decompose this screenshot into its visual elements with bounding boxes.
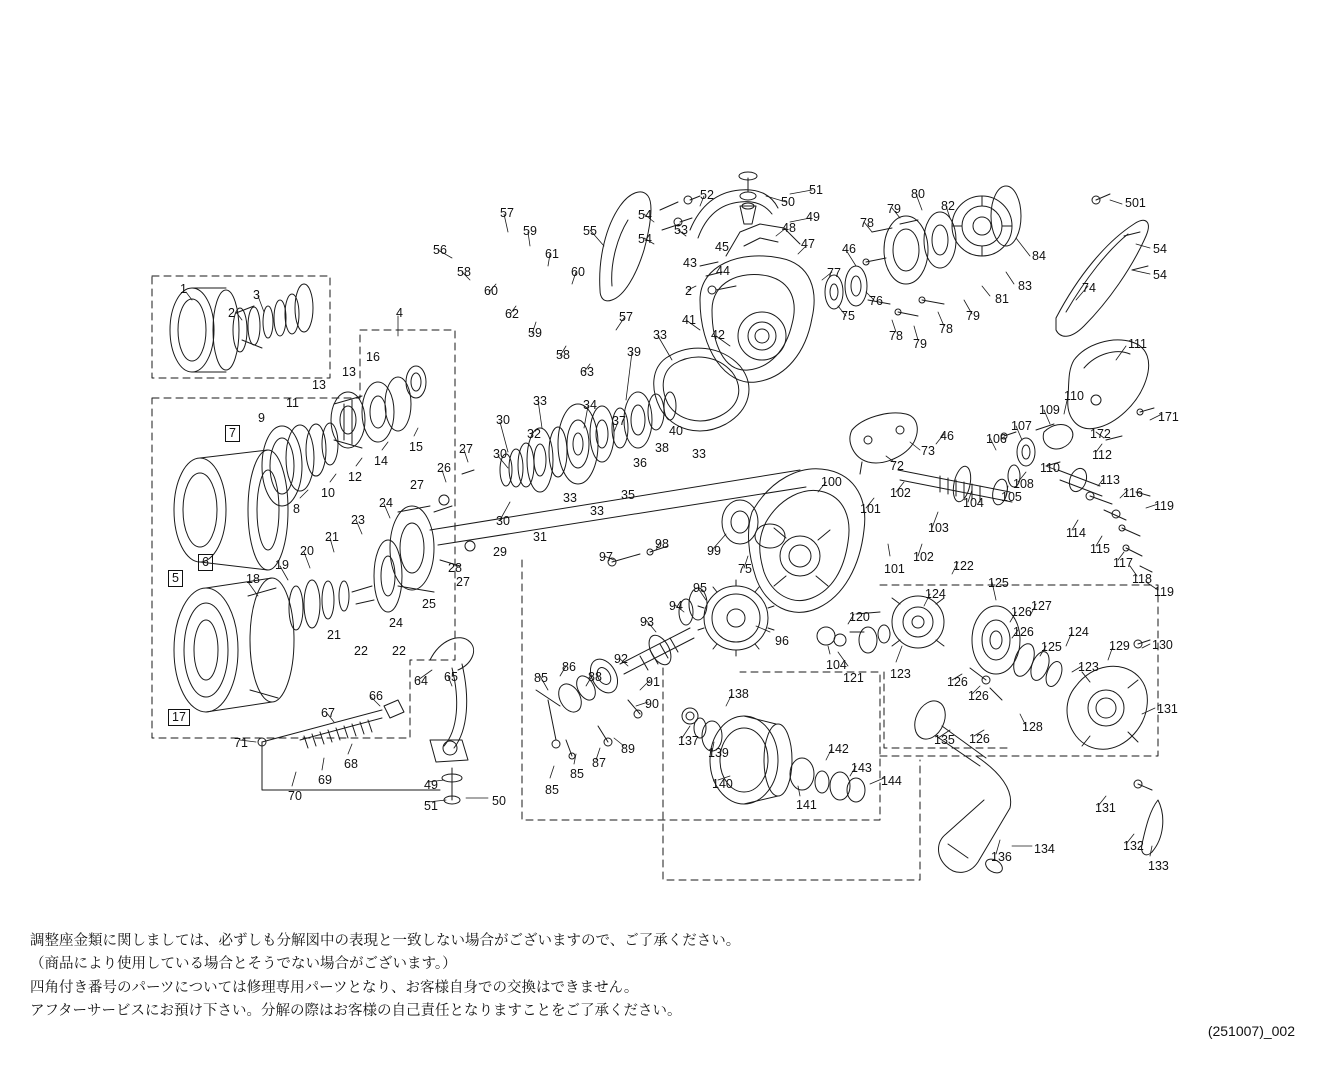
part-number-callout: 62: [505, 307, 519, 321]
part-number-callout: 38: [655, 441, 669, 455]
part-number-callout: 119: [1154, 585, 1174, 599]
part-number-callout: 42: [711, 328, 725, 342]
part-number-callout: 73: [921, 444, 935, 458]
part-number-callout: 61: [545, 247, 559, 261]
part-number-callout: 14: [374, 454, 388, 468]
part-number-callout: 90: [645, 697, 659, 711]
part-number-callout: 72: [890, 459, 904, 473]
part-number-callout: 105: [1001, 490, 1022, 504]
part-number-callout: 58: [556, 348, 570, 362]
part-number-callout: 19: [275, 558, 289, 572]
part-number-callout: 17: [168, 709, 190, 726]
part-number-callout: 33: [533, 394, 547, 408]
part-number-callout: 39: [627, 345, 641, 359]
part-number-callout: 56: [433, 243, 447, 257]
part-number-callout: 49: [424, 778, 438, 792]
note-line-1: 調整座金類に関しましては、必ずしも分解図中の表現と一致しない場合がございますので、ご了承ください。: [30, 933, 741, 949]
part-number-callout: 41: [682, 313, 696, 327]
part-number-callout: 15: [409, 440, 423, 454]
part-number-callout: 142: [828, 742, 849, 756]
note-line-3: 四角付き番号のパーツについては修理専用パーツとなり、お客様自身での交換はできません。: [30, 979, 639, 996]
part-number-callout: 110: [1064, 389, 1084, 403]
part-number-callout: 136: [991, 850, 1012, 864]
part-number-callout: 78: [889, 329, 903, 343]
part-number-callout: 49: [806, 210, 820, 224]
part-number-callout: 85: [534, 671, 548, 685]
part-number-callout: 59: [523, 224, 537, 238]
part-number-callout: 10: [321, 486, 335, 500]
part-number-callout: 24: [389, 616, 403, 630]
part-number-callout: 119: [1154, 499, 1174, 513]
part-number-callout: 30: [493, 447, 507, 461]
part-number-callout: 74: [1082, 281, 1096, 295]
part-number-callout: 4: [396, 306, 403, 320]
part-number-callout: 89: [621, 742, 635, 756]
part-number-callout: 13: [312, 378, 326, 392]
part-number-callout: 43: [683, 256, 697, 270]
part-number-callout: 125: [1041, 640, 1062, 654]
part-number-callout: 28: [448, 561, 462, 575]
part-number-callout: 2: [228, 306, 235, 320]
part-number-callout: 24: [379, 496, 393, 510]
part-number-callout: 58: [457, 265, 471, 279]
part-number-callout: 54: [1153, 268, 1167, 282]
part-number-callout: 6: [198, 554, 213, 571]
part-number-callout: 65: [444, 670, 458, 684]
part-number-callout: 33: [692, 447, 706, 461]
part-number-callout: 144: [881, 774, 902, 788]
part-number-callout: 104: [826, 658, 847, 672]
part-number-callout: 83: [1018, 279, 1032, 293]
part-number-callout: 34: [583, 398, 597, 412]
part-number-callout: 21: [325, 530, 339, 544]
part-number-callout: 79: [887, 202, 901, 216]
part-number-callout: 37: [612, 414, 626, 428]
part-number-callout: 57: [619, 310, 633, 324]
part-number-callout: 22: [354, 644, 368, 658]
part-number-callout: 79: [966, 309, 980, 323]
part-number-callout: 115: [1090, 542, 1110, 556]
part-number-callout: 46: [940, 429, 954, 443]
part-number-callout: 84: [1032, 249, 1046, 263]
part-number-callout: 126: [1013, 625, 1034, 639]
part-number-callout: 139: [708, 746, 729, 760]
part-number-callout: 109: [1039, 403, 1060, 417]
part-number-callout: 143: [851, 761, 872, 775]
part-number-callout: 51: [424, 799, 438, 813]
part-number-callout: 131: [1095, 801, 1116, 815]
part-number-callout: 57: [500, 206, 514, 220]
part-number-callout: 82: [941, 199, 955, 213]
part-number-callout: 80: [911, 187, 925, 201]
part-number-callout: 22: [392, 644, 406, 658]
part-number-callout: 33: [563, 491, 577, 505]
part-number-callout: 3: [253, 288, 260, 302]
part-number-callout: 116: [1123, 486, 1143, 500]
part-number-callout: 118: [1132, 572, 1152, 586]
part-number-callout: 69: [318, 773, 332, 787]
part-number-callout: 107: [1011, 419, 1032, 433]
part-number-callout: 64: [414, 674, 428, 688]
part-number-callout: 32: [527, 427, 541, 441]
part-number-callout: 31: [533, 530, 547, 544]
part-number-callout: 110: [1040, 461, 1060, 475]
part-number-callout: 130: [1152, 638, 1173, 652]
part-number-callout: 33: [653, 328, 667, 342]
part-number-callout: 23: [351, 513, 365, 527]
part-number-callout: 106: [986, 432, 1007, 446]
part-number-callout: 54: [638, 232, 652, 246]
part-number-callout: 79: [913, 337, 927, 351]
part-number-callout: 50: [492, 794, 506, 808]
part-number-callout: 18: [246, 572, 260, 586]
part-number-callout: 30: [496, 413, 510, 427]
part-number-callout: 126: [1011, 605, 1032, 619]
part-number-callout: 134: [1034, 842, 1055, 856]
part-number-callout: 52: [700, 188, 714, 202]
part-number-callout: 128: [1022, 720, 1043, 734]
part-number-callout: 77: [827, 266, 841, 280]
part-number-callout: 2: [685, 284, 692, 298]
part-number-callout: 92: [614, 652, 628, 666]
part-number-callout: 98: [655, 537, 669, 551]
part-number-callout: 26: [437, 461, 451, 475]
part-number-callout: 111: [1128, 337, 1148, 351]
part-number-callout: 20: [300, 544, 314, 558]
part-number-callout: 103: [928, 521, 949, 535]
part-number-callout: 60: [571, 265, 585, 279]
part-number-callout: 8: [293, 502, 300, 516]
part-number-callout: 11: [286, 396, 299, 410]
part-number-callout: 81: [995, 292, 1009, 306]
part-number-callout: 48: [782, 221, 796, 235]
part-number-callout: 78: [860, 216, 874, 230]
part-number-callout: 70: [288, 789, 302, 803]
part-number-callout: 132: [1123, 839, 1144, 853]
part-number-callout: 85: [545, 783, 559, 797]
part-number-callout: 108: [1013, 477, 1034, 491]
part-number-callout: 1: [180, 282, 187, 296]
part-number-callout: 114: [1066, 526, 1086, 540]
part-number-callout: 12: [348, 470, 362, 484]
part-number-callout: 63: [580, 365, 594, 379]
part-number-callout: 112: [1092, 448, 1112, 462]
part-number-callout: 59: [528, 326, 542, 340]
part-number-callout: 68: [344, 757, 358, 771]
part-number-callout: 141: [796, 798, 817, 812]
part-number-callout: 123: [890, 667, 911, 681]
note-line-2: （商品により使用している場合とそうでない場合がございます。）: [30, 956, 457, 973]
part-number-callout: 54: [1153, 242, 1167, 256]
part-number-callout: 21: [327, 628, 341, 642]
part-number-callout: 76: [869, 294, 883, 308]
part-number-callout: 104: [963, 496, 984, 510]
part-number-callout: 5: [168, 570, 183, 587]
part-number-callout: 88: [588, 670, 602, 684]
part-number-callout: 7: [225, 425, 240, 442]
part-number-callout: 171: [1158, 410, 1179, 424]
part-number-callout: 96: [775, 634, 789, 648]
part-number-callout: 124: [925, 587, 946, 601]
part-number-callout: 126: [968, 689, 989, 703]
part-number-callout: 27: [410, 478, 424, 492]
part-number-callout: 97: [599, 550, 613, 564]
part-number-callout: 126: [947, 675, 968, 689]
part-number-callout: 16: [366, 350, 380, 364]
part-number-callout: 60: [484, 284, 498, 298]
part-number-callout: 9: [258, 411, 265, 425]
part-number-callout: 47: [801, 237, 815, 251]
part-number-callout: 501: [1125, 196, 1146, 210]
part-number-callout: 133: [1148, 859, 1169, 873]
part-number-callout: 131: [1157, 702, 1178, 716]
document-id: (251007)_002: [1207, 1023, 1295, 1039]
part-number-callout: 30: [496, 514, 510, 528]
part-number-callout: 86: [562, 660, 576, 674]
part-number-callout: 67: [321, 706, 335, 720]
part-number-callout: 102: [890, 486, 911, 500]
part-number-callout: 45: [715, 240, 729, 254]
part-number-callout: 78: [939, 322, 953, 336]
part-number-callout: 137: [678, 734, 699, 748]
part-number-callout: 33: [590, 504, 604, 518]
part-number-callout: 71: [234, 736, 248, 750]
part-number-callout: 27: [456, 575, 470, 589]
part-number-callout: 99: [707, 544, 721, 558]
footer-notes: [30, 930, 1295, 1024]
part-number-callout: 13: [342, 365, 356, 379]
part-number-callout: 172: [1090, 427, 1111, 441]
part-number-callout: 135: [934, 733, 955, 747]
part-number-callout: 117: [1113, 556, 1133, 570]
part-number-callout: 44: [716, 264, 730, 278]
part-number-callout: 120: [849, 610, 870, 624]
part-number-callout: 75: [738, 562, 752, 576]
part-number-callout: 27: [459, 442, 473, 456]
part-number-callout: 87: [592, 756, 606, 770]
part-number-callout: 138: [728, 687, 749, 701]
part-number-callout: 66: [369, 689, 383, 703]
note-line-4: アフターサービスにお預け下さい。分解の際はお客様の自己責任となりますことをご了承ください。: [30, 1003, 682, 1020]
part-number-callout: 40: [669, 424, 683, 438]
part-number-callout: 46: [842, 242, 856, 256]
part-number-callout: 53: [674, 223, 688, 237]
part-number-callout: 95: [693, 581, 707, 595]
part-number-callout: 122: [953, 559, 974, 573]
part-number-callout: 125: [988, 576, 1009, 590]
part-number-callout: 124: [1068, 625, 1089, 639]
part-number-callout: 91: [646, 675, 660, 689]
part-number-callout: 101: [884, 562, 905, 576]
part-number-callout: 29: [493, 545, 507, 559]
part-number-callout: 113: [1100, 473, 1120, 487]
part-number-callout: 51: [809, 183, 823, 197]
part-number-callout: 140: [712, 777, 733, 791]
part-number-callout: 55: [583, 224, 597, 238]
part-number-callout: 129: [1109, 639, 1130, 653]
part-number-callout: 126: [969, 732, 990, 746]
part-number-callout: 25: [422, 597, 436, 611]
part-number-callout: 121: [843, 671, 864, 685]
part-number-callout: 123: [1078, 660, 1099, 674]
part-number-callout: 101: [860, 502, 881, 516]
part-number-callout: 85: [570, 767, 584, 781]
part-number-callout: 93: [640, 615, 654, 629]
part-number-callout: 54: [638, 208, 652, 222]
part-number-callout: 35: [621, 488, 635, 502]
part-number-callout: 36: [633, 456, 647, 470]
part-number-callout: 102: [913, 550, 934, 564]
part-number-callout: 50: [781, 195, 795, 209]
part-number-callout: 94: [669, 599, 683, 613]
part-number-callout: 127: [1031, 599, 1052, 613]
part-number-callout: 100: [821, 475, 842, 489]
part-number-callout: 75: [841, 309, 855, 323]
